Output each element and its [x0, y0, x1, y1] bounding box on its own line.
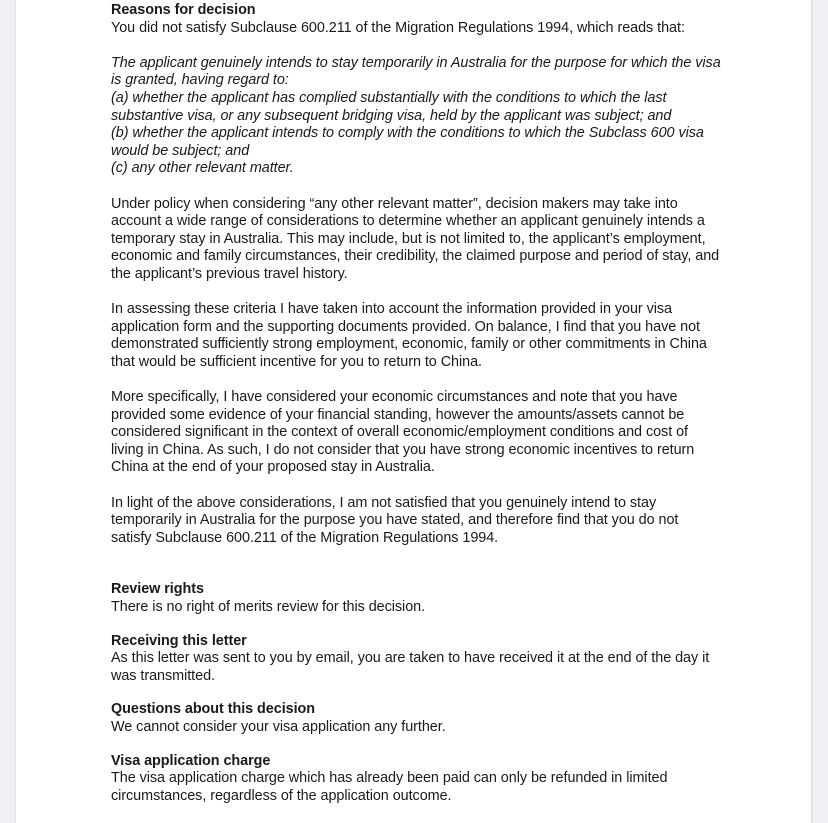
quote-item-b: (b) whether the applicant intends to comply with the conditions to which the Subclass 600 visa would be subject; and: [111, 125, 704, 159]
regulation-quote: [111, 55, 721, 178]
quote-lead: The applicant genuinely intends to stay temporarily in Australia for the purpose for which the visa is granted, having regard to:: [111, 54, 721, 89]
quote-item-a: (a) whether the applicant has complied substantially with the conditions to which the last substantive visa, or any subsequent bridging visa, held by the applicant was subject; and: [111, 89, 672, 124]
paragraph-economic: More specifically, I have considered your economic circumstances and note that you have provided some evidence of your financial standing, however the amounts/assets cannot be considered significant in the context of overall economic/employment conditions and cost of living in China. As such, I do not consider that you have strong economic incentives to return China at the end of your proposed stay in Australia.: [111, 389, 695, 476]
document-page: [16, 0, 811, 823]
review-rights-body: There is no right of merits review for this decision.: [111, 599, 426, 615]
review-rights-heading: Review rights: [111, 581, 204, 598]
document-content: [111, 2, 721, 805]
visa-charge-heading: Visa application charge: [111, 752, 271, 769]
paragraph-assessment: In assessing these criteria I have taken into account the information provided in your visa application form and the supporting documents provided. On balance, I find that you have not demonstrated sufficiently strong employment, economic, family or other commitments in China that would be sufficient incentive for you to return to China.: [111, 301, 707, 370]
reasons-intro: You did not satisfy Subclause 600.211 of the Migration Regulations 1994, which reads that:: [111, 19, 685, 36]
questions-section: [111, 701, 721, 736]
questions-body: We cannot consider your visa application any further.: [111, 718, 446, 735]
quote-item-c: (c) any other relevant matter.: [111, 160, 294, 177]
receiving-letter-heading: Receiving this letter: [111, 632, 247, 649]
reasons-heading: Reasons for decision: [111, 2, 256, 18]
visa-charge-body: The visa application charge which has already been paid can only be refunded in limited circumstances, regardless of the application outcome.: [111, 770, 668, 804]
receiving-letter-body: As this letter was sent to you by email, you are taken to have received it at the end of the day it was transmitted.: [111, 650, 710, 684]
receiving-letter-section: [111, 633, 721, 686]
reasons-for-decision-section: [111, 2, 721, 547]
paragraph-policy: Under policy when considering “any other relevant matter”, decision makers may take into account a wide range of considerations to determine whether an applicant genuinely intends a temporary stay in Australia. This may include, but is not limited to, the applicant’s employment, economic and family circumstances, their credibility, the claimed purpose and period of stay, and the applicant’s previous travel history.: [111, 195, 720, 282]
review-rights-section: [111, 581, 721, 616]
paragraph-conclusion: In light of the above considerations, I am not satisfied that you genuinely intend to stay temporarily in Australia for the purpose you have stated, and therefore find that you do not satisfy Subclause 600.211 of the Migration Regulations 1994.: [111, 494, 679, 546]
visa-charge-section: [111, 753, 721, 806]
questions-heading: Questions about this decision: [111, 701, 316, 718]
